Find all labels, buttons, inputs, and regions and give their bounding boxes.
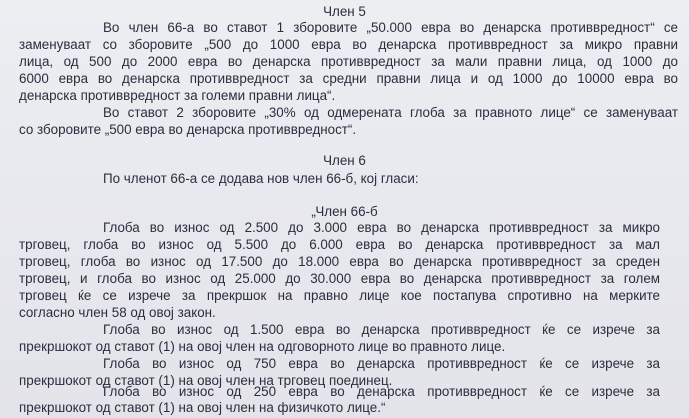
article-66b-line-3: трговец, глоба во износ од 17.500 до 18.000 евра во денарска противвредност за среден xyxy=(19,254,660,269)
article-66b-line-4: трговец, и глоба во износ од 25.000 до 30.000 евра во денарска противвредност за голем xyxy=(19,271,660,286)
article-66b-line-9: Глоба во износ од 750 евра во денарска противвредност ќе се изрече за xyxy=(103,356,660,371)
article-66b-line-7: Глоба во износ од 1.500 евра во денарска противвредност ќе се изрече за xyxy=(103,322,660,337)
article-66b-line-11: Глоба во износ од 250 евра во денарска противвредност ќе се изрече за xyxy=(103,384,660,399)
article-5-line-1: Во член 66-а во ставот 1 зборовите „50.000 евра во денарска противвредност“ се xyxy=(103,20,678,35)
article-66b-line-8: прекршокот од ставот (1) на овој член на одговорното лице во правното лице. xyxy=(19,339,506,354)
article-5-line-3: лица, од 500 до 2000 евра во денарска противвредност за мали правни лица, од 1000 до xyxy=(19,54,678,69)
article-66b-line-12: прекршокот од ставот (1) на овој член на физичкото лице.“ xyxy=(19,400,386,415)
article-66b-line-6: согласно член 58 од овој закон. xyxy=(19,305,216,320)
article-5-line-6: Во ставот 2 зборовите „30% од одмерената глоба за правното лице“ се заменуваат xyxy=(103,105,678,120)
article-66b-line-5: трговец ќе се изрече за прекршок на правно лице кое постапува спротивно на мерките xyxy=(19,288,660,303)
article-5-heading: Член 5 xyxy=(323,4,366,19)
article-5-line-4: 6000 евра во денарска противвредност за средни правни лица и од 1000 до 10000 евра во xyxy=(19,71,678,86)
article-66b-heading: „Член 66-б xyxy=(311,204,378,219)
article-66b-line-2: трговец, глоба во износ од 5.500 до 6.000 евра во денарска противвредност за мал xyxy=(19,237,660,252)
article-5-line-5: денарска противвредност за големи правни лица“. xyxy=(19,88,336,103)
article-6-intro: По членот 66-а се додава нов член 66-б, кој гласи: xyxy=(103,171,419,186)
article-5-line-7: со зборовите „500 евра во денарска противвредност“. xyxy=(19,122,357,137)
article-66b-line-1: Глоба во износ од 2.500 до 3.000 евра во денарска противвредност за микро xyxy=(103,220,660,235)
article-6-heading: Член 6 xyxy=(323,153,366,168)
article-66b-line-10: прекршокот од ставот (1) на овој член на трговец поединец. xyxy=(19,373,393,388)
article-5-line-2: заменуваат со зборовите „500 до 1000 евра во денарска противвредност за микро правни xyxy=(19,37,678,52)
